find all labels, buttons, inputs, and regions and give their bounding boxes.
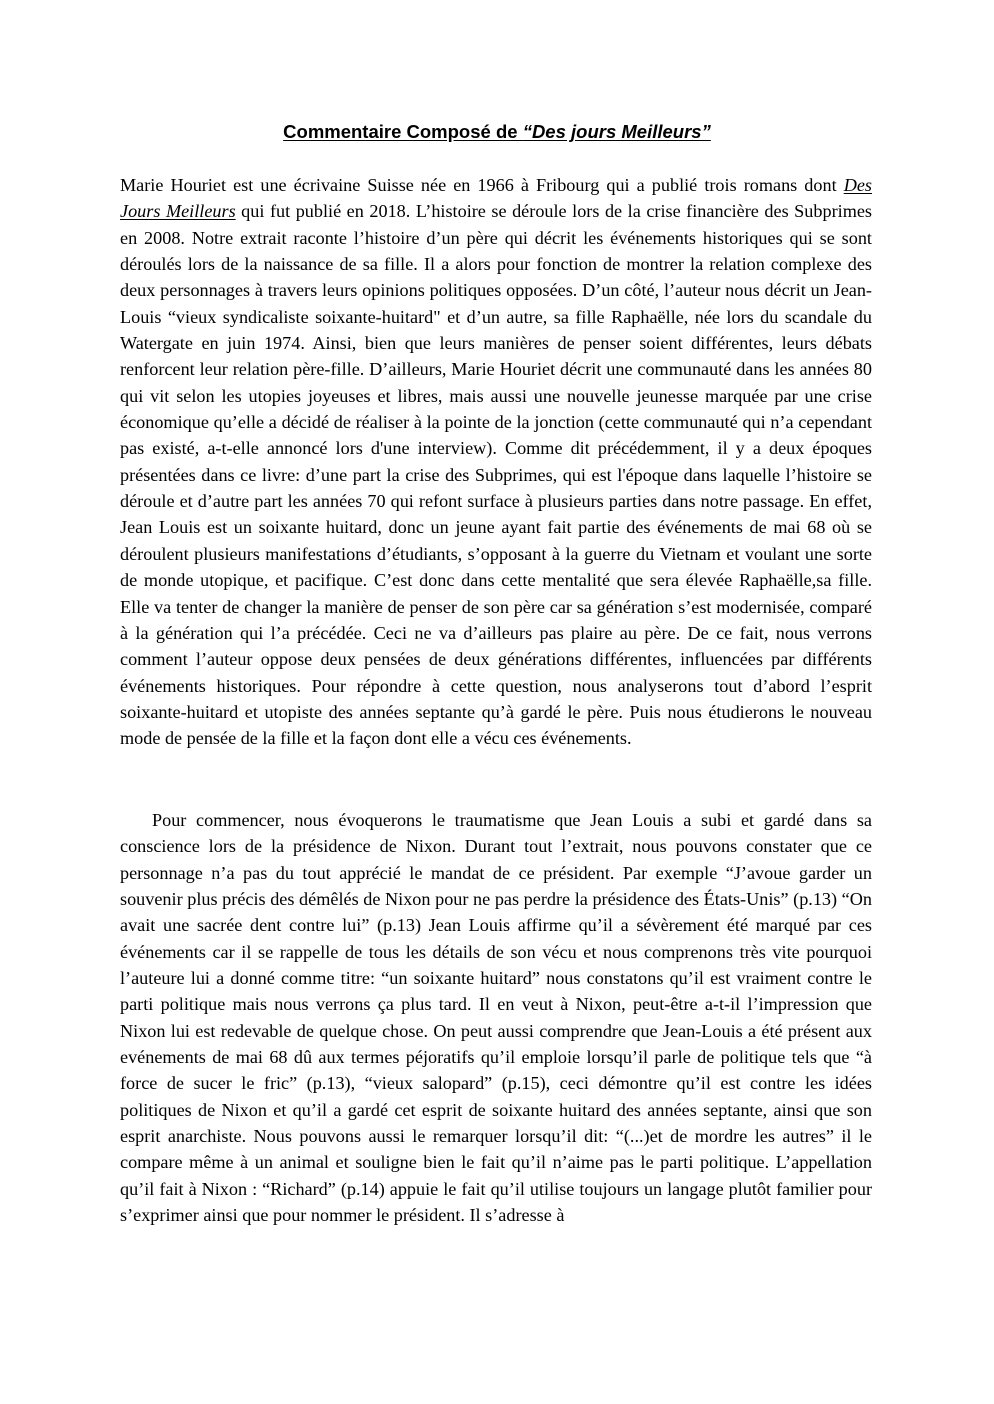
paragraph-1-text: qui fut publié en 2018. L’histoire se déroule lors de la crise financière des Subprimes en 2008. Notre extrait raconte l’histoire d’un père qui décrit les événements historiques qui se sont déroulés lors de la naissance de sa fille. Il a alors pour fonction de montrer la relation complexe des deux personnages à travers leurs opinions politiques opposées. D’un côté, l’auteur nous décrit un Jean-Louis “vieux syndicaliste soixante-huitard" et d’un autre, sa fille Raphaëlle, née lors du scandale du Watergate en juin 1974. Ainsi, bien que leurs manières de penser soient différentes, leurs débats renforcent leur relation père-fille. D’ailleurs, Marie Houriet décrit une communauté dans les années 80 qui vit selon les utopies joyeuses et libres, mais aussi une nouvelle jeunesse marquée par une crise économique qu’elle a décidé de réaliser à la pointe de la jonction (cette communauté qui n’a cependant pas existé, a-t-elle annoncé lors d'une interview). Comme dit précédemment, il y a deux époques présentées dans ce livre: d’une part la crise des Subprimes, qui est l'époque dans laquelle l’histoire se déroule et d’autre part les années 70 qui refont surface à plusieurs parties dans notre passage. En effet, Jean Louis est un soixante huitard, donc un jeune ayant fait partie des événements de mai 68 où se déroulent plusieurs manifestations d’étudiants, s’opposant à la guerre du Vietnam et voulant une sorte de monde utopique, et pacifique. C’est donc dans cette mentalité que sera élevée Raphaëlle,sa fille. Elle va tenter de changer la manière de penser de son père car sa génération s’est modernisée, comparé à la génération qui l’a précédée. Ceci ne va d’ailleurs pas plaire au père. De ce fait, nous verrons comment l’auteur oppose deux pensées de deux générations différentes, influencées par différents événements historiques. Pour répondre à cette question, nous analyserons tout d’abord l’esprit soixante-huitard et utopiste des années septante qu’à gardé le père. Puis nous étudierons le nouveau mode de pensée de la fille et la façon dont elle a vécu ces événements. <box>120 201 872 749</box>
title-book-name: “Des jours Meilleurs” <box>522 121 711 142</box>
paragraph-analysis: Pour commencer, nous évoquerons le traumatisme que Jean Louis a subi et gardé dans sa conscience lors de la présidence de Nixon. Durant tout l’extrait, nous pouvons constater que ce personnage n’a pas du tout apprécié le mandat de ce président. Par exemple “J’avoue garder un souvenir plus précis des démêlés de Nixon pour ne pas perdre la présidence des États-Unis” (p.13) “On avait une sacrée dent contre lui” (p.13) Jean Louis affirme qu’il a sévèrement été marqué par ces événements car il se rappelle de tous les détails de son vécu et nous comprenons très vite pourquoi l’auteure lui a donné comme titre: “un soixante huitard” nous constatons qu’il est vraiment contre le parti politique mais nous verrons ça plus tard. Il en veut à Nixon, peut-être a-t-il l’impression que Nixon lui est redevable de quelque chose. On peut aussi comprendre que Jean-Louis a été présent aux evénements de mai 68 dû aux termes péjoratifs qu’il emploie lorsqu’il parle de politique tels que “à force de sucer le fric” (p.13), “vieux salopard” (p.15), ceci démontre qu’il est contre les idées politiques de Nixon et qu’il a gardé cet esprit de soixante huitard des années septante, ainsi que son esprit anarchiste. Nous pouvons aussi le remarquer lorsqu’il dit: “(...)et de mordre les autres” il le compare même à un animal et souligne bien le fait qu’il n’aime pas le parti politique. L’appellation qu’il fait à Nixon : “Richard” (p.14) appuie le fait qu’il utilise toujours un langage plutôt familier pour s’exprimer ainsi que pour nommer le président. Il s’adresse à <box>120 810 872 1226</box>
document-title <box>0 121 994 143</box>
title-prefix: Commentaire Composé de <box>283 121 523 142</box>
paragraph-1-lead: Marie Houriet est une écrivaine Suisse née en 1966 à Fribourg qui a publié trois romans dont <box>120 175 844 195</box>
paragraph-introduction <box>120 172 872 752</box>
book-title-reference: Des Jours Meilleurs <box>120 175 872 222</box>
